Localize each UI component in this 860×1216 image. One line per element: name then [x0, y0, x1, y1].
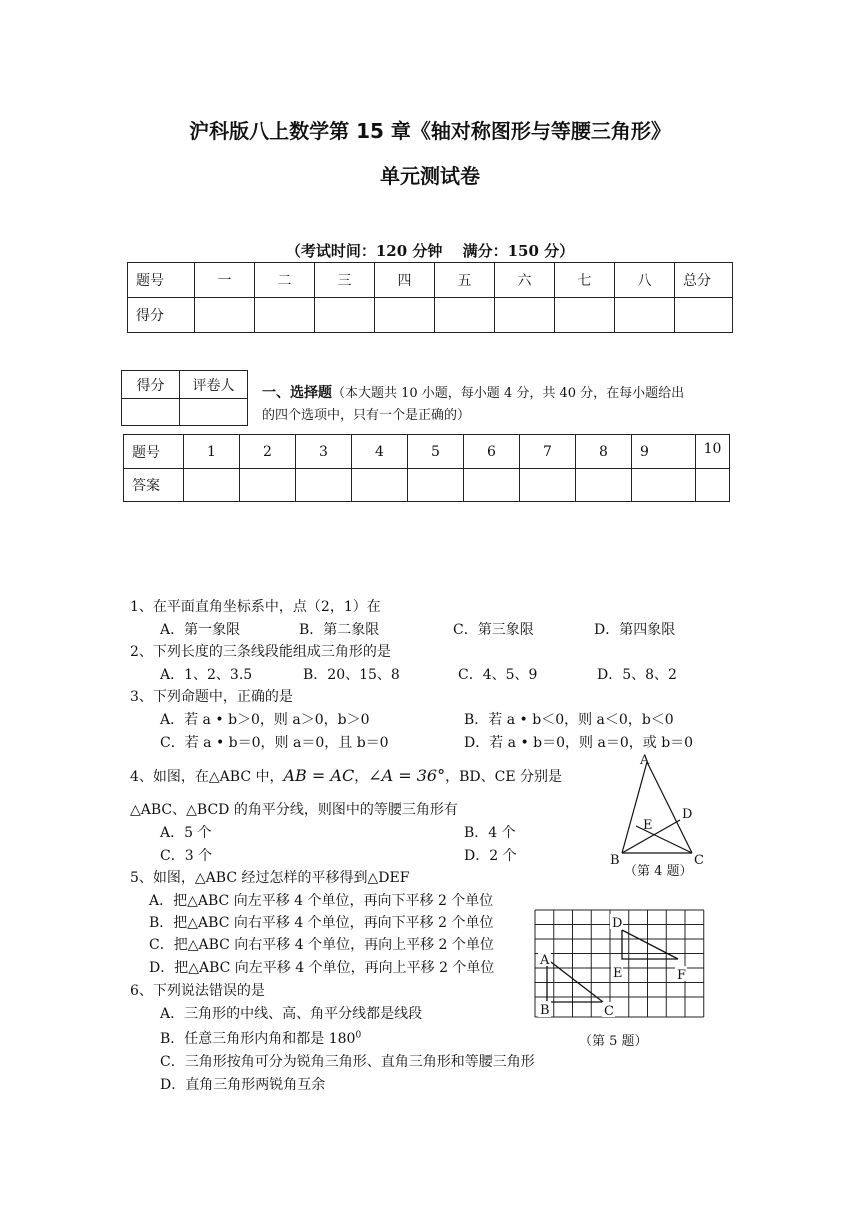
score-cell[interactable]: [555, 298, 615, 333]
q6-option-c: C．三角形按角可分为锐角三角形、直角三角形和等腰三角形: [160, 1054, 535, 1070]
q1-option-c: C．第三象限: [453, 622, 534, 638]
label-d: D: [682, 807, 693, 822]
answer-table-row-label: 答案: [124, 469, 184, 502]
score-table-header: 二: [255, 263, 315, 298]
label-a: A: [640, 753, 650, 768]
q5-option-d: D．把△ABC 向左平移 4 个单位，再向上平移 2 个单位: [149, 960, 495, 976]
answer-number: 6: [464, 435, 520, 469]
q2-option-a: A．1、2、3.5: [160, 667, 253, 683]
q2-option-c: C．4、5、9: [458, 667, 538, 683]
q6-option-a: A．三角形的中线、高、角平分线都是线段: [160, 1006, 423, 1022]
answer-cell[interactable]: [632, 469, 696, 502]
answer-cell[interactable]: [520, 469, 576, 502]
edge-ab: [622, 762, 647, 853]
label-d: D: [612, 916, 623, 931]
q1-option-b: B．第二象限: [299, 622, 380, 638]
label-c: C: [604, 1004, 614, 1019]
q6-option-d: D．直角三角形两锐角互余: [160, 1077, 326, 1093]
answer-number: 8: [576, 435, 632, 469]
answer-number: 7: [520, 435, 576, 469]
answer-cell[interactable]: [408, 469, 464, 502]
label-a: A: [540, 953, 550, 968]
label-b: B: [540, 1003, 550, 1018]
score-table: [127, 262, 733, 333]
grader-box: [121, 370, 248, 426]
answer-number: 10: [696, 435, 730, 469]
q5-option-b: B．把△ABC 向右平移 4 个单位，再向下平移 2 个单位: [149, 915, 494, 931]
answer-cell[interactable]: [696, 469, 730, 502]
answer-number: 4: [352, 435, 408, 469]
triangle-def-hypotenuse: [622, 930, 678, 959]
score-cell[interactable]: [675, 298, 733, 333]
q4-stem: [130, 766, 562, 786]
score-table-header: 总分: [675, 263, 733, 298]
q4-stem-pre: 4、如图，在△ABC 中，: [130, 769, 284, 785]
score-cell[interactable]: [435, 298, 495, 333]
answer-cell[interactable]: [352, 469, 408, 502]
q1-option-a: A．第一象限: [160, 622, 241, 638]
q6-option-b: B．任意三角形内角和都是 180: [160, 1031, 356, 1047]
section1-heading-line: [262, 382, 684, 402]
label-c: C: [694, 853, 704, 868]
document-subtitle: 单元测试卷: [380, 164, 480, 188]
q5-option-c: C．把△ABC 向右平移 4 个单位，再向上平移 2 个单位: [149, 937, 494, 953]
grader-score-label: 得分: [122, 371, 180, 399]
q4-stem-post: ，BD、CE 分别是: [445, 769, 562, 785]
grader-score-cell[interactable]: [122, 399, 180, 426]
q6-option-b-line: [160, 1028, 361, 1048]
q4-option-b: B．4 个: [464, 825, 516, 841]
score-table-header: 五: [435, 263, 495, 298]
label-b: B: [610, 853, 620, 868]
q4-option-a: A．5 个: [160, 825, 212, 841]
answer-number: 5: [408, 435, 464, 469]
answer-number: 2: [240, 435, 296, 469]
score-table-header: 七: [555, 263, 615, 298]
q1-option-d: D．第四象限: [594, 622, 676, 638]
q4-math-ab-ac: AB = AC: [283, 766, 355, 785]
score-cell[interactable]: [315, 298, 375, 333]
triangle-abc-hypotenuse: [547, 959, 603, 1002]
grader-name-cell[interactable]: [180, 399, 248, 426]
answer-number: 1: [184, 435, 240, 469]
section1-desc-line2: 的四个选项中，只有一个是正确的）: [262, 408, 471, 423]
q3-option-a: A．若 a • b＞0，则 a＞0，b＞0: [160, 712, 370, 728]
label-e: E: [613, 966, 623, 981]
answer-number: 9: [632, 435, 696, 469]
answer-table-row-label: 题号: [124, 435, 184, 469]
q6-stem: 6、下列说法错误的是: [130, 983, 265, 999]
q1-stem: 1、在平面直角坐标系中，点（2，1）在: [130, 599, 381, 615]
q2-option-d: D．5、8、2: [597, 667, 677, 683]
score-cell[interactable]: [495, 298, 555, 333]
q3-option-b: B．若 a • b＜0，则 a＜0，b＜0: [464, 712, 674, 728]
figure-5-grid: [534, 909, 714, 1025]
q5-stem: 5、如图，△ABC 经过怎样的平移得到△DEF: [130, 870, 410, 886]
score-cell[interactable]: [615, 298, 675, 333]
answer-cell[interactable]: [296, 469, 352, 502]
section1-desc: （本大题共 10 小题，每小题 4 分，共 40 分，在每小题给出: [332, 386, 685, 401]
q4-math-angle: ∠A = 36°: [368, 766, 446, 785]
exam-info: （考试时间：120 分钟 满分：150 分）: [285, 242, 575, 260]
q3-option-c: C．若 a • b＝0，则 a＝0，且 b＝0: [160, 735, 389, 751]
score-table-row-label: 得分: [128, 298, 195, 333]
q6-option-b-degree: 0: [355, 1030, 362, 1041]
q4-option-d: D．2 个: [464, 848, 517, 864]
grader-name-label: 评卷人: [180, 371, 248, 399]
q2-stem: 2、下列长度的三条线段能组成三角形的是: [130, 644, 391, 660]
document-title: 沪科版八上数学第 15 章《轴对称图形与等腰三角形》: [189, 119, 671, 143]
score-table-header: 六: [495, 263, 555, 298]
q3-option-d: D．若 a • b＝0，则 a＝0，或 b＝0: [464, 735, 694, 751]
score-cell[interactable]: [195, 298, 255, 333]
q4-option-c: C．3 个: [160, 848, 213, 864]
q3-stem: 3、下列命题中，正确的是: [130, 689, 293, 705]
q4-stem2: △ABC、△BCD 的角平分线，则图中的等腰三角形有: [130, 802, 458, 818]
score-cell[interactable]: [375, 298, 435, 333]
label-e: E: [643, 818, 653, 833]
answer-cell[interactable]: [576, 469, 632, 502]
score-cell[interactable]: [255, 298, 315, 333]
answer-number: 3: [296, 435, 352, 469]
q4-sep: ，: [354, 769, 369, 785]
answer-cell[interactable]: [240, 469, 296, 502]
label-f: F: [677, 968, 687, 983]
answer-table: [123, 434, 730, 502]
section1-heading: 一、选择题: [262, 385, 332, 401]
q5-option-a: A．把△ABC 向左平移 4 个单位，再向下平移 2 个单位: [149, 893, 494, 909]
score-table-row-label: 题号: [128, 263, 195, 298]
score-table-header: 八: [615, 263, 675, 298]
answer-cell[interactable]: [184, 469, 240, 502]
score-table-header: 一: [195, 263, 255, 298]
answer-cell[interactable]: [464, 469, 520, 502]
figure-4-caption: （第 4 题）: [624, 864, 693, 879]
figure-5-caption: （第 5 题）: [579, 1034, 648, 1049]
q2-option-b: B．20、15、8: [303, 667, 400, 683]
score-table-header: 四: [375, 263, 435, 298]
score-table-header: 三: [315, 263, 375, 298]
